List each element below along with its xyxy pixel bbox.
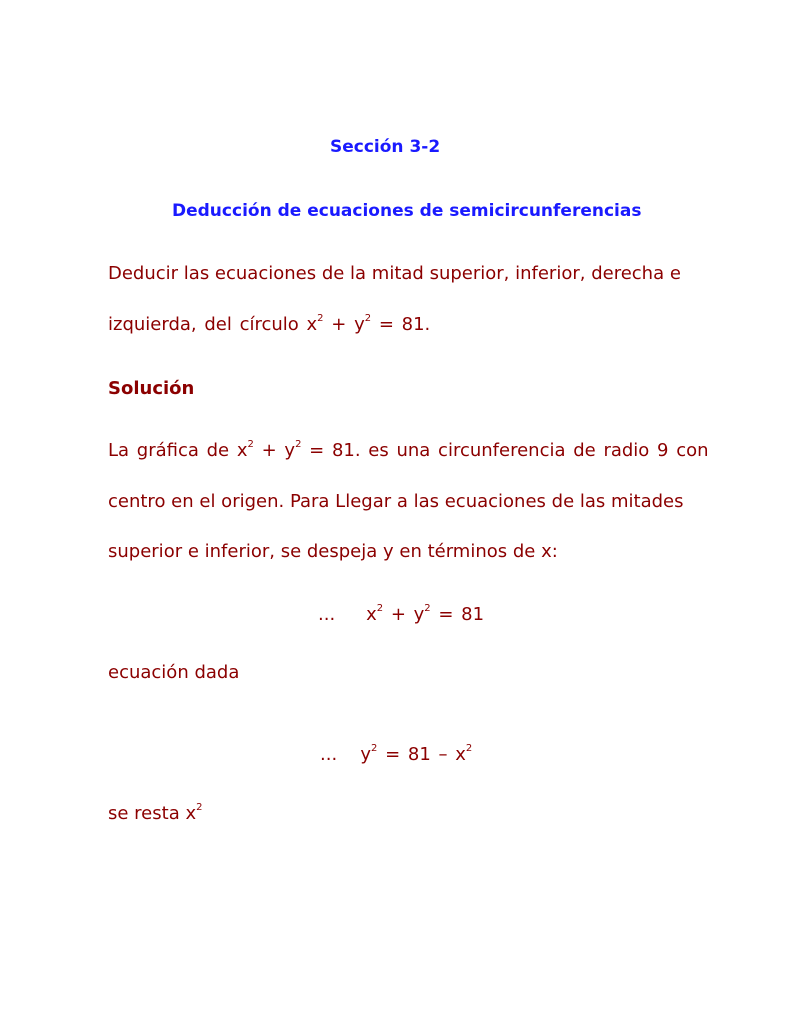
exponent: 2	[364, 313, 372, 324]
step-1-plus-y: + y	[383, 604, 425, 625]
exponent: 2	[247, 439, 254, 450]
solution-line-2: centro en el origen. Para Llegar a las ecuaciones de las mitades	[108, 491, 684, 512]
step-2-note	[108, 803, 202, 824]
exponent: 2	[376, 603, 384, 614]
exponent: 2	[295, 439, 302, 450]
step-1-x: x	[366, 604, 377, 625]
problem-line-2-text: izquierda, del círculo	[108, 314, 307, 335]
solution-label: Solución	[108, 378, 195, 399]
solution-line-1-plus: + y	[253, 440, 296, 461]
solution-line-1-end: = 81. es una circunferencia de radio 9 con	[301, 440, 709, 461]
section-title: Sección 3-2	[330, 137, 441, 157]
exponent: 2	[424, 603, 431, 614]
step-1-equation	[318, 604, 484, 625]
exponent: 2	[317, 313, 324, 324]
problem-end: = 81.	[371, 314, 431, 335]
solution-line-3: superior e inferior, se despeja y en términos de x:	[108, 541, 558, 562]
step-2-result: = 81 – x	[377, 744, 466, 765]
exponent: 2	[196, 802, 203, 813]
step-2-equation	[320, 744, 472, 765]
step-2-y: y	[360, 744, 371, 765]
step-1-result: = 81	[430, 604, 485, 625]
problem-plus-y: + y	[323, 314, 365, 335]
step-2-dots: ...	[320, 744, 338, 765]
solution-line-1	[108, 440, 709, 461]
exponent: 2	[371, 743, 378, 754]
step-1-note: ecuación dada	[108, 662, 240, 683]
problem-x: x	[306, 314, 318, 335]
section-subtitle: Deducción de ecuaciones de semicircunferencias	[172, 201, 642, 221]
step-2-note-text: se resta x	[108, 803, 197, 824]
exponent: 2	[465, 743, 473, 754]
step-1-dots: ...	[318, 604, 336, 625]
problem-line-2	[108, 314, 430, 335]
solution-line-1-start: La gráfica de x	[108, 440, 248, 461]
problem-line-1: Deducir las ecuaciones de la mitad superior, inferior, derecha e	[108, 263, 681, 284]
